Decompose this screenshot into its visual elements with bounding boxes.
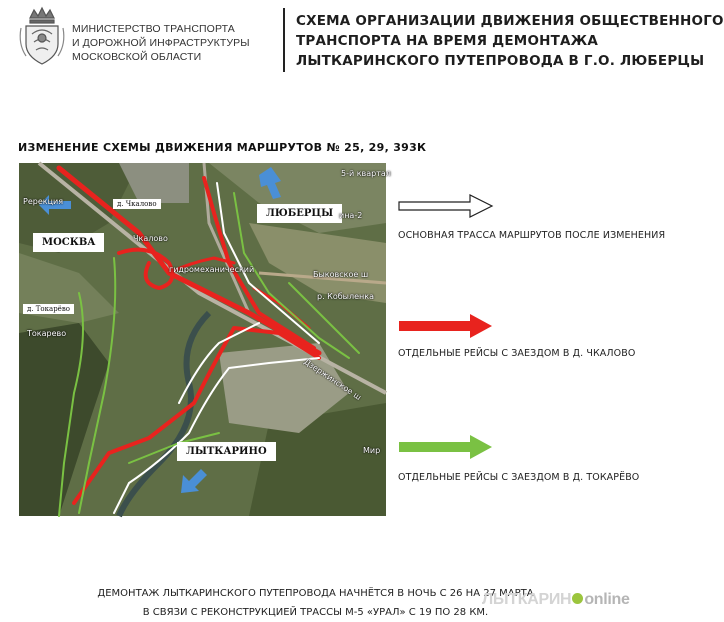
footer-line: ДЕМОНТАЖ ЛЫТКАРИНСКОГО ПУТЕПРОВОДА НАЧНЁТСЯ В НОЧЬ С 26 НА 27 МАРТА: [97, 588, 534, 599]
label-chkalovo: д. Чкалово: [113, 199, 161, 209]
title-line: СХЕМА ОРГАНИЗАЦИИ ДВИЖЕНИЯ ОБЩЕСТВЕННОГО: [296, 13, 724, 29]
place-name: 5-й квартал: [341, 169, 391, 178]
legend-text-main-route: ОСНОВНАЯ ТРАССА МАРШРУТОВ ПОСЛЕ ИЗМЕНЕНИЯ: [398, 230, 666, 241]
watermark-right: online: [584, 591, 630, 608]
label-lytkarino: ЛЫТКАРИНО: [177, 442, 276, 461]
legend-arrow-red: [398, 313, 494, 339]
ministry-name: [72, 22, 262, 64]
ministry-line: МОСКОВСКОЙ ОБЛАСТИ: [72, 51, 202, 63]
label-moscow: МОСКВА: [33, 233, 104, 252]
place-name: ина-2: [339, 211, 363, 220]
title-line: ТРАНСПОРТА НА ВРЕМЯ ДЕМОНТАЖА: [296, 33, 599, 49]
routes-subheading: ИЗМЕНЕНИЕ СХЕМЫ ДВИЖЕНИЯ МАРШРУТОВ № 25, 29, 393К: [18, 141, 427, 154]
label-tokarevo: д. Токарёво: [23, 304, 74, 314]
place-name: Мир: [363, 446, 381, 455]
title-line: ЛЫТКАРИНСКОГО ПУТЕПРОВОДА В Г.О. ЛЮБЕРЦЫ: [296, 53, 705, 69]
legend-arrow-white: [398, 193, 494, 219]
road-name: Быковское ш: [313, 270, 369, 279]
place-name: Чкалово: [133, 234, 168, 243]
moscow-oblast-emblem: [18, 4, 66, 68]
river-name: р. Кобыленка: [317, 292, 374, 301]
place-name: Ререкция: [23, 197, 64, 206]
place-name: Токарево: [27, 329, 67, 338]
site-watermark: [482, 591, 630, 609]
header-divider: [283, 8, 285, 72]
legend-text-chkalovo: ОТДЕЛЬНЫЕ РЕЙСЫ С ЗАЕЗДОМ В Д. ЧКАЛОВО: [398, 348, 636, 359]
label-lyubertsy: ЛЮБЕРЦЫ: [257, 204, 342, 223]
watermark-left: ЛЫТКАРИН: [482, 591, 572, 608]
legend-text-tokarevo: ОТДЕЛЬНЫЕ РЕЙСЫ С ЗАЕЗДОМ В Д. ТОКАРЁВО: [398, 472, 640, 483]
watermark-dot-icon: [572, 593, 583, 604]
route-map: [19, 163, 391, 516]
road-name: Дзержинское ш: [302, 357, 363, 402]
place-name: гидромеханический: [169, 265, 255, 274]
page-title: [296, 11, 724, 71]
ministry-line: МИНИСТЕРСТВО ТРАНСПОРТА: [72, 23, 235, 35]
footer-line: В СВЯЗИ С РЕКОНСТРУКЦИЕЙ ТРАССЫ М-5 «УРАЛ» С 19 ПО 28 КМ.: [142, 607, 489, 618]
ministry-line: И ДОРОЖНОЙ ИНФРАСТРУКТУРЫ: [72, 37, 250, 49]
legend-arrow-green: [398, 434, 494, 460]
